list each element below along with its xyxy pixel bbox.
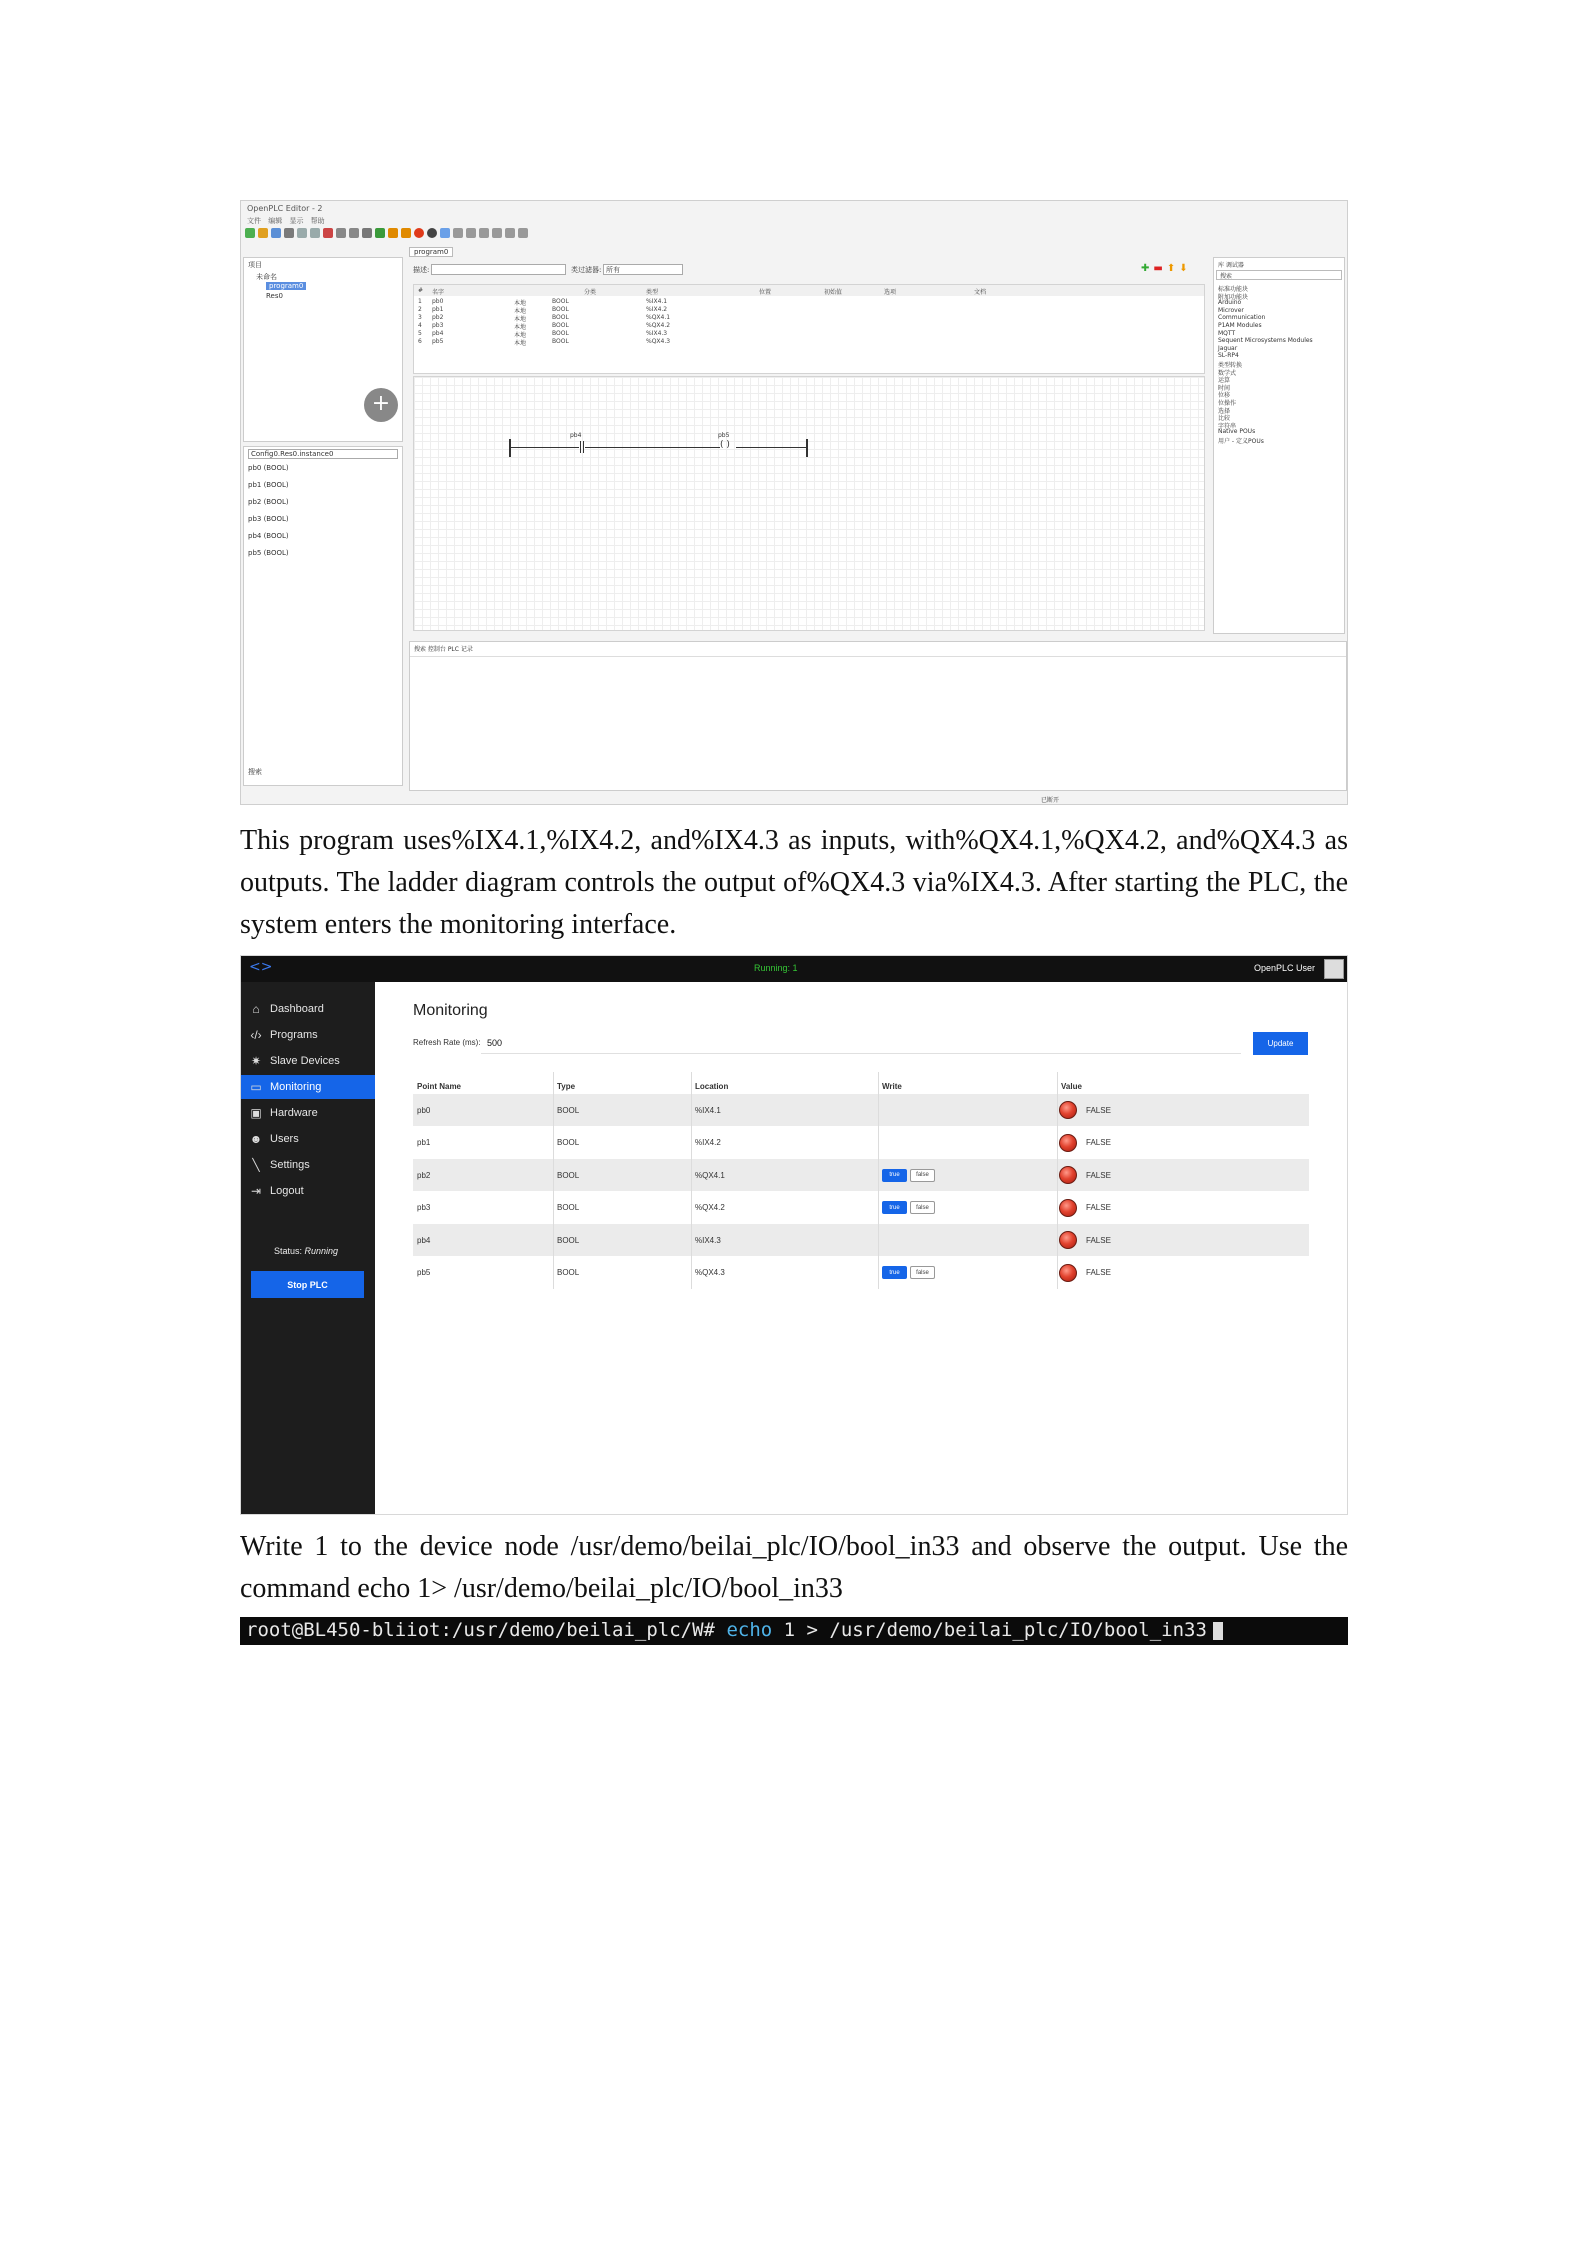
paragraph-instruction: Write 1 to the device node /usr/demo/beilai_plc/IO/bool_in33 and observe the output. Use the command echo 1> /usr/demo/beilai_plc/IO/bool_in33 xyxy=(240,1531,1348,1604)
value-text: FALSE xyxy=(1086,1138,1111,1147)
nav-label: Logout xyxy=(270,1185,304,1197)
var-cell-cls: 本地 xyxy=(514,308,527,315)
cell-name: pb0 xyxy=(417,1105,431,1115)
library-item[interactable]: 运算 xyxy=(1218,377,1231,385)
user-name[interactable]: OpenPLC User xyxy=(1254,963,1316,973)
window-title: OpenPLC Editor - 2 xyxy=(247,204,323,213)
library-item[interactable]: 位操作 xyxy=(1218,400,1237,407)
debug-var[interactable]: pb2 (BOOL) xyxy=(248,498,289,506)
library-item[interactable]: 字符串 xyxy=(1218,422,1237,430)
var-cell-name: pb2 xyxy=(432,314,444,321)
var-cell-n: 2 xyxy=(418,306,422,313)
nav-label: Monitoring xyxy=(270,1081,322,1093)
variable-search[interactable]: 搜索 xyxy=(248,768,262,776)
cell-loc: %IX4.2 xyxy=(695,1138,721,1147)
debug-var[interactable]: pb1 (BOOL) xyxy=(248,481,289,489)
column-header: Location xyxy=(695,1081,729,1091)
openplc-runtime-screenshot xyxy=(240,955,1348,1515)
library-item[interactable]: 用户 - 定义POUs xyxy=(1218,438,1264,445)
chip-icon: ▣ xyxy=(250,1106,262,1120)
undo-icon[interactable] xyxy=(297,228,307,238)
plc-status xyxy=(274,1246,338,1256)
cell-type: BOOL xyxy=(557,1235,580,1245)
var-cell-type: BOOL xyxy=(552,314,569,321)
write-controls xyxy=(882,1192,938,1224)
coil-label: pb5 xyxy=(718,432,730,439)
status-led-icon xyxy=(1059,1231,1077,1249)
block-icon[interactable] xyxy=(479,228,489,238)
var-cell-n: 5 xyxy=(418,330,422,337)
contact-icon[interactable] xyxy=(492,228,502,238)
var-cell-cls: 本地 xyxy=(514,332,527,339)
nav-label: Dashboard xyxy=(270,1003,324,1015)
class-filter-select[interactable]: 所有 xyxy=(603,264,683,275)
cell-loc: %IX4.1 xyxy=(695,1105,721,1115)
debug-var[interactable]: pb4 (BOOL) xyxy=(248,532,289,540)
stop-plc-button[interactable]: Stop PLC xyxy=(251,1271,364,1298)
build-icon[interactable] xyxy=(375,228,385,238)
var-column-header: 选项 xyxy=(884,289,897,296)
var-column-header: 名字 xyxy=(432,289,445,296)
var-cell-name: pb0 xyxy=(432,298,444,305)
library-item[interactable]: 选择 xyxy=(1218,407,1231,415)
library-item[interactable]: P1AM Modules xyxy=(1218,322,1262,329)
wire xyxy=(511,447,579,448)
logout-icon: ⇥ xyxy=(250,1184,262,1198)
tree-item-res0[interactable]: Res0 xyxy=(266,292,283,300)
cell-type: BOOL xyxy=(557,1268,580,1277)
library-item[interactable]: Native POUs xyxy=(1218,428,1256,436)
library-search[interactable]: 搜索 xyxy=(1216,270,1342,280)
value-cell xyxy=(1059,1159,1111,1191)
library-item[interactable]: Microver xyxy=(1218,306,1244,314)
var-column-header: # xyxy=(418,287,424,294)
value-text: FALSE xyxy=(1086,1203,1111,1212)
var-cell-loc: %IX4.1 xyxy=(646,298,668,305)
value-text: FALSE xyxy=(1086,1170,1111,1180)
download-icon[interactable] xyxy=(401,228,411,238)
var-cell-loc: %QX4.1 xyxy=(646,314,671,321)
open-icon[interactable] xyxy=(258,228,268,238)
value-text: FALSE xyxy=(1086,1235,1111,1245)
wrench-icon: ╲ xyxy=(252,1158,260,1172)
library-tabs[interactable]: 库 调试器 xyxy=(1218,262,1244,269)
var-cell-loc: %QX4.2 xyxy=(646,322,671,329)
connection-status: 已断开 xyxy=(1041,797,1060,804)
cell-name: pb5 xyxy=(417,1268,431,1277)
debug-var[interactable]: pb3 (BOOL) xyxy=(248,515,289,523)
coil-icon[interactable] xyxy=(505,228,515,238)
refresh-rate-label: Refresh Rate (ms): xyxy=(413,1038,481,1047)
terminal-command xyxy=(240,1617,1348,1645)
table-row xyxy=(413,1159,1309,1191)
variable-icon[interactable] xyxy=(466,228,476,238)
cell-type: BOOL xyxy=(557,1105,580,1115)
config-instance[interactable]: Config0.Res0.instance0 xyxy=(248,449,398,459)
value-cell xyxy=(1059,1224,1111,1256)
openplc-editor-screenshot xyxy=(240,200,1348,805)
value-cell xyxy=(1059,1127,1111,1159)
top-bar xyxy=(241,956,1348,982)
value-text: FALSE xyxy=(1086,1105,1111,1115)
nav-item-monitoring[interactable] xyxy=(241,1075,375,1099)
nav-item-users[interactable] xyxy=(241,1127,375,1151)
library-item[interactable]: MQTT xyxy=(1218,329,1236,337)
page-title: Monitoring xyxy=(413,1002,488,1019)
status-led-icon xyxy=(1059,1199,1077,1217)
column-header: Type xyxy=(557,1081,576,1091)
tree-root[interactable]: 未命名 xyxy=(256,273,277,281)
column-header: Point Name xyxy=(417,1081,462,1091)
var-cell-name: pb1 xyxy=(432,306,444,313)
value-text: FALSE xyxy=(1086,1268,1111,1277)
cell-type: BOOL xyxy=(557,1203,580,1212)
library-item[interactable]: 时间 xyxy=(1218,384,1231,392)
debug-var[interactable]: pb0 (BOOL) xyxy=(248,464,289,472)
nav-label: Slave Devices xyxy=(270,1055,340,1067)
code-icon: ‹/› xyxy=(250,1028,262,1042)
var-cell-name: pb4 xyxy=(432,330,444,337)
class-filter-label: 类过滤器: xyxy=(571,266,602,274)
var-cell-type: BOOL xyxy=(552,338,569,345)
write-false-button[interactable]: false xyxy=(910,1169,935,1182)
contact-label: pb4 xyxy=(570,432,582,439)
column-divider xyxy=(553,1072,554,1289)
library-item[interactable]: 比较 xyxy=(1218,415,1231,423)
library-item[interactable]: SL-RP4 xyxy=(1218,352,1239,360)
terminal-prompt: root@BL450-bliiot:/usr/demo/beilai_plc/W# xyxy=(246,1619,727,1641)
new-icon[interactable] xyxy=(245,228,255,238)
cut-icon[interactable] xyxy=(323,228,333,238)
var-cell-loc: %IX4.2 xyxy=(646,306,668,313)
var-column-header: 类型 xyxy=(646,289,659,296)
tree-item-program0[interactable]: program0 xyxy=(266,282,306,290)
users-icon: ☻ xyxy=(249,1132,263,1146)
var-cell-type: BOOL xyxy=(552,330,569,337)
refresh-rate-input[interactable]: 500 xyxy=(481,1032,1241,1054)
add-icon[interactable]: + xyxy=(364,388,398,422)
nav-item-settings[interactable] xyxy=(241,1153,375,1177)
update-button[interactable]: Update xyxy=(1253,1032,1308,1055)
table-row xyxy=(413,1094,1309,1126)
library-item[interactable]: 附加功能块 xyxy=(1218,293,1249,301)
var-cell-loc: %IX4.3 xyxy=(646,330,668,337)
monitor-icon: ▭ xyxy=(250,1080,262,1094)
print-icon[interactable] xyxy=(284,228,294,238)
nav-label: Programs xyxy=(270,1029,318,1041)
avatar[interactable] xyxy=(1324,959,1344,979)
paragraph-description: This program uses%IX4.1,%IX4.2, and%IX4.3 as inputs, with%QX4.1,%QX4.2, and%QX4.3 as outputs. The ladder diagram controls the output of%QX4.3 via%IX4.3. After starting the PLC, the system enters the monitoring interface. xyxy=(240,825,1348,940)
cell-name: pb1 xyxy=(417,1138,431,1147)
value-cell xyxy=(1059,1094,1111,1126)
status-led-icon xyxy=(1059,1166,1077,1184)
status-label: Status: xyxy=(274,1246,303,1256)
wire xyxy=(585,447,720,448)
terminal-args: 1 > /usr/demo/beilai_plc/IO/bool_in33 xyxy=(772,1619,1207,1641)
save-icon[interactable] xyxy=(271,228,281,238)
var-cell-name: pb3 xyxy=(432,322,444,329)
wire xyxy=(736,447,806,448)
var-column-header: 位置 xyxy=(759,289,772,296)
library-item[interactable]: 标准功能块 xyxy=(1218,286,1249,293)
column-divider xyxy=(1057,1072,1058,1289)
var-cell-cls: 本地 xyxy=(514,300,527,307)
menu-bar[interactable]: 文件 编辑 显示 帮助 xyxy=(247,217,325,225)
status-value: Running xyxy=(304,1246,339,1256)
library-item[interactable]: Jaguar xyxy=(1218,344,1238,352)
column-header: Value xyxy=(1061,1081,1082,1091)
write-false-button[interactable]: false xyxy=(910,1266,935,1279)
debug-var[interactable]: pb5 (BOOL) xyxy=(248,549,289,557)
var-cell-loc: %QX4.3 xyxy=(646,338,671,345)
var-cell-type: BOOL xyxy=(552,306,569,313)
nav-item-logout[interactable] xyxy=(241,1179,375,1203)
var-cell-n: 3 xyxy=(418,314,422,321)
library-item[interactable]: 数学式 xyxy=(1218,369,1237,377)
stop-icon[interactable] xyxy=(414,228,424,238)
var-column-header: 初始值 xyxy=(824,289,843,296)
library-item[interactable]: Arduino xyxy=(1218,299,1242,307)
status-led-icon xyxy=(1059,1264,1077,1282)
running-status: Running: 1 xyxy=(754,963,798,973)
console-tabs[interactable]: 搜索 控制台 PLC 记录 xyxy=(414,646,473,653)
nav-item-programs[interactable] xyxy=(241,1023,375,1047)
contact-pb4[interactable] xyxy=(580,441,584,453)
redo-icon[interactable] xyxy=(310,228,320,238)
nav-item-slave-devices[interactable] xyxy=(241,1049,375,1073)
paste-icon[interactable] xyxy=(349,228,359,238)
nav-label: Users xyxy=(270,1133,299,1145)
run-icon[interactable] xyxy=(388,228,398,238)
right-power-rail xyxy=(806,439,808,457)
var-cell-type: BOOL xyxy=(552,322,569,329)
var-table-header xyxy=(414,285,1204,296)
var-cell-cls: 本地 xyxy=(514,340,527,347)
value-cell xyxy=(1059,1192,1111,1224)
var-cell-n: 4 xyxy=(418,322,422,329)
nav-label: Hardware xyxy=(270,1107,318,1119)
debug-icon[interactable] xyxy=(427,228,437,238)
cursor-icon xyxy=(1213,1622,1223,1640)
write-controls xyxy=(882,1257,938,1289)
cell-type: BOOL xyxy=(557,1138,580,1147)
var-cell-n: 6 xyxy=(418,338,422,345)
openplc-logo-icon: <> xyxy=(249,959,273,975)
library-item[interactable]: Communication xyxy=(1218,314,1266,322)
nav-label: Settings xyxy=(270,1159,310,1171)
cell-name: pb2 xyxy=(417,1170,431,1180)
divider xyxy=(410,656,1346,657)
cell-name: pb4 xyxy=(417,1235,431,1245)
variable-table xyxy=(413,284,1205,374)
cell-loc: %QX4.2 xyxy=(695,1203,725,1212)
ladder-diagram[interactable] xyxy=(413,376,1205,631)
var-cell-n: 1 xyxy=(418,298,422,305)
terminal-cmd: echo xyxy=(726,1619,773,1641)
var-cell-name: pb5 xyxy=(432,338,444,345)
copy-icon[interactable] xyxy=(336,228,346,238)
monitoring-table-header xyxy=(413,1072,1309,1094)
status-led-icon xyxy=(1059,1134,1077,1152)
var-cell-cls: 本地 xyxy=(514,324,527,331)
editor-toolbar xyxy=(245,228,715,242)
table-row xyxy=(413,1192,1309,1224)
table-row xyxy=(413,1127,1309,1159)
value-cell xyxy=(1059,1257,1111,1289)
table-row xyxy=(413,1224,1309,1256)
library-item[interactable]: 位移 xyxy=(1218,392,1231,400)
project-panel xyxy=(243,257,403,442)
nav-item-hardware[interactable] xyxy=(241,1101,375,1125)
write-true-button[interactable]: true xyxy=(882,1169,907,1182)
library-item[interactable]: 类型转换 xyxy=(1218,362,1243,369)
var-table-controls[interactable]: ✚▬⬆⬇ xyxy=(1141,263,1192,274)
var-column-header: 文档 xyxy=(974,289,987,296)
console-panel xyxy=(409,641,1347,791)
select-icon[interactable] xyxy=(440,228,450,238)
find-icon[interactable] xyxy=(362,228,372,238)
write-true-button[interactable]: true xyxy=(882,1266,907,1279)
write-false-button[interactable]: false xyxy=(910,1201,935,1214)
home-icon: ⌂ xyxy=(252,1002,260,1016)
cell-loc: %QX4.3 xyxy=(695,1268,725,1277)
write-true-button[interactable]: true xyxy=(882,1201,907,1214)
cell-loc: %QX4.1 xyxy=(695,1170,725,1180)
powerrail-icon[interactable] xyxy=(518,228,528,238)
status-led-icon xyxy=(1059,1101,1077,1119)
var-table-row[interactable] xyxy=(414,338,1204,349)
var-cell-type: BOOL xyxy=(552,298,569,305)
table-row xyxy=(413,1257,1309,1289)
sidebar xyxy=(241,982,375,1515)
column-divider xyxy=(878,1072,879,1289)
column-header: Write xyxy=(882,1081,902,1091)
library-panel xyxy=(1213,257,1345,634)
nav-item-dashboard[interactable] xyxy=(241,997,375,1021)
filter-input[interactable] xyxy=(431,264,566,275)
filter-label: 描述: xyxy=(413,266,430,274)
write-controls xyxy=(882,1159,938,1191)
cell-type: BOOL xyxy=(557,1170,580,1180)
left-power-rail xyxy=(509,439,511,457)
coil-pb5[interactable]: ( ) xyxy=(720,440,730,450)
cell-loc: %IX4.3 xyxy=(695,1235,721,1245)
cell-name: pb3 xyxy=(417,1203,431,1212)
comment-icon[interactable] xyxy=(453,228,463,238)
column-divider xyxy=(691,1072,692,1289)
library-item[interactable]: Sequent Microsystems Modules xyxy=(1218,337,1313,345)
var-cell-cls: 本地 xyxy=(514,316,527,323)
project-label: 项目 xyxy=(248,261,262,269)
debug-variables-panel xyxy=(243,446,403,786)
tab-program0[interactable]: program0 xyxy=(409,247,453,257)
var-column-header: 分类 xyxy=(584,289,597,296)
gear-icon: ✷ xyxy=(250,1054,262,1068)
